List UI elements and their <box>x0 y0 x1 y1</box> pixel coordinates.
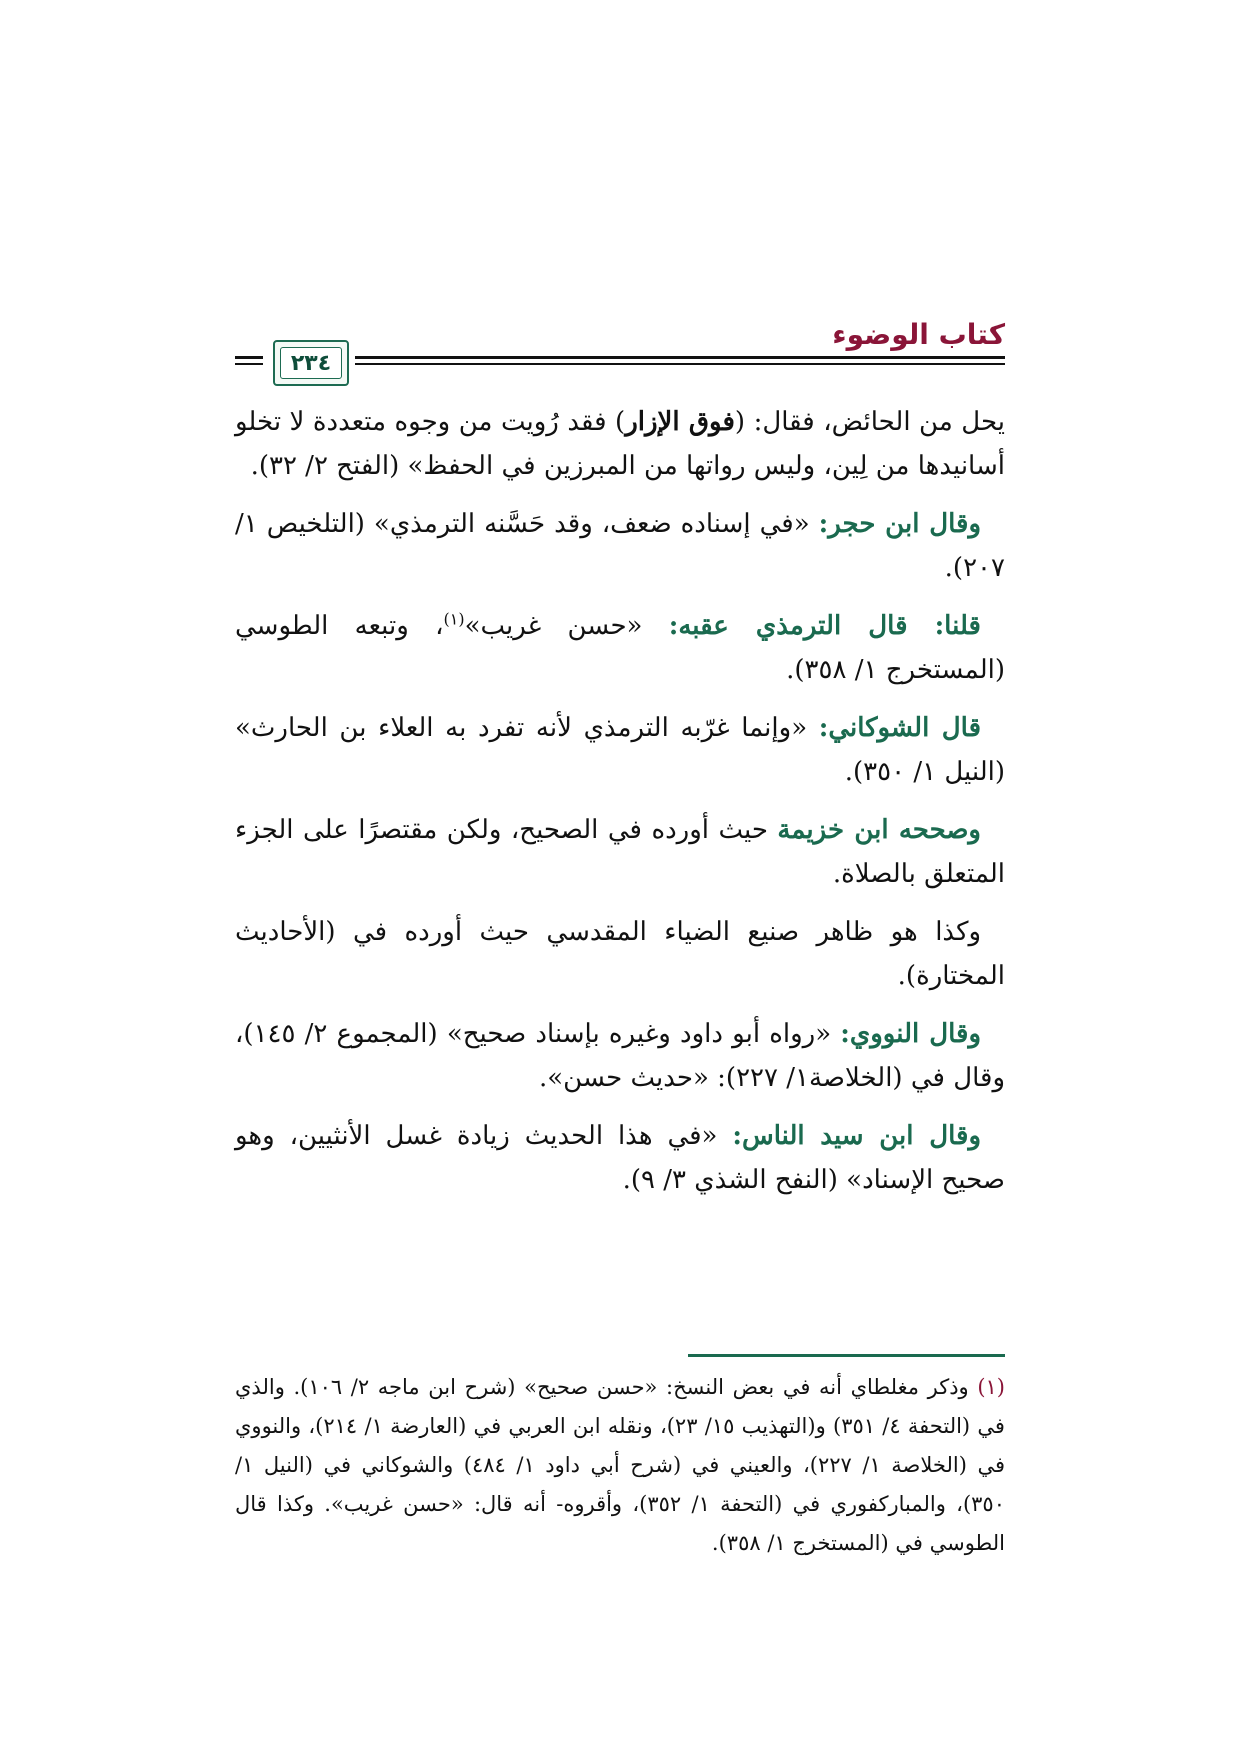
text: «وإنما غرّبه الترمذي لأنه تفرد به العلاء بن الحارث» (النيل ١/ ٣٥٠). <box>235 713 1005 787</box>
text: حيث أورده في الصحيح، ولكن مقتصرًا على الجزء المتعلق بالصلاة. <box>235 815 1005 889</box>
book-title: كتاب الوضوء <box>832 318 1005 351</box>
speaker-lead: وقال النووي: <box>840 1019 981 1049</box>
speaker-lead: وصححه ابن خزيمة <box>777 815 981 845</box>
speaker-lead: قال الشوكاني: <box>818 713 981 743</box>
speaker-lead: وقال ابن سيد الناس: <box>732 1121 982 1151</box>
paragraph <box>235 502 1005 590</box>
paragraph <box>235 604 1005 692</box>
header-rule <box>355 363 1005 365</box>
paragraph <box>235 1114 1005 1202</box>
text: «رواه أبو داود وغيره بإسناد صحيح» (المجموع ٢/ ١٤٥)، وقال في (الخلاصة١/ ٢٢٧): «حديث حسن». <box>235 1019 1005 1093</box>
text: وكذا هو ظاهر صنيع الضياء المقدسي حيث أورده في (الأحاديث المختارة). <box>235 917 1005 991</box>
bold-phrase: فوق الإزار <box>625 407 735 437</box>
text: «في هذا الحديث زيادة غسل الأنثيين، وهو صحيح الإسناد» (النفح الشذي ٣/ ٩). <box>235 1121 1005 1195</box>
header-rule <box>355 356 1005 359</box>
footnote-text: وذكر مغلطاي أنه في بعض النسخ: «حسن صحيح» (شرح ابن ماجه ٢/ ١٠٦). والذي في (التحفة ٤/ ٣٥١) و(التهذيب ١٥/ ٢٣)، ونقله ابن العربي في (العارضة ١/ ٢١٤)، والنووي في (الخلاصة ١/ ٢٢٧)، والعيني في (شرح أبي داود ١/ ٤٨٤) والشوكاني في (النيل ١/ ٣٥٠)، والمباركفوري في (التحفة ١/ ٣٥٢)، وأقروه- أنه قال: «حسن غريب». وكذا قال الطوسي في (المستخرج ١/ ٣٥٨). <box>235 1375 1005 1555</box>
page-number-frame <box>280 347 342 379</box>
paragraph <box>235 1012 1005 1100</box>
header-rule <box>235 356 263 359</box>
paragraph <box>235 910 1005 998</box>
speaker-lead: قلنا: قال الترمذي عقبه: <box>668 611 981 641</box>
text: «في إسناده ضعف، وقد حَسَّنه الترمذي» (التلخيص ١/ ٢٠٧). <box>235 509 1005 583</box>
paragraph <box>235 706 1005 794</box>
text: ) فقد رُويت من وجوه متعددة لا تخلو أسانيدها من لِين، وليس رواتها من المبرزين في الحفظ» (الفتح ٢/ ٣٢). <box>235 407 1005 481</box>
footnote-divider <box>688 1354 1005 1357</box>
footnotes <box>235 1368 1005 1577</box>
text: يحل من الحائض، فقال: ( <box>734 407 1005 437</box>
paragraph <box>235 808 1005 896</box>
speaker-lead: وقال ابن حجر: <box>818 509 982 539</box>
footnote-reference[interactable]: (١) <box>443 609 465 629</box>
page-number: ٢٣٤ <box>290 350 332 376</box>
footnote <box>235 1368 1005 1563</box>
page-number-badge <box>273 340 349 386</box>
text: ، وتبعه الطوسي (المستخرج ١/ ٣٥٨). <box>235 611 1005 685</box>
paragraph <box>235 400 1005 488</box>
header-rule <box>235 363 263 365</box>
main-text <box>235 400 1005 1216</box>
text: «حسن غريب» <box>464 611 669 641</box>
footnote-mark: (١) <box>977 1375 1005 1399</box>
page-header <box>235 318 1005 388</box>
